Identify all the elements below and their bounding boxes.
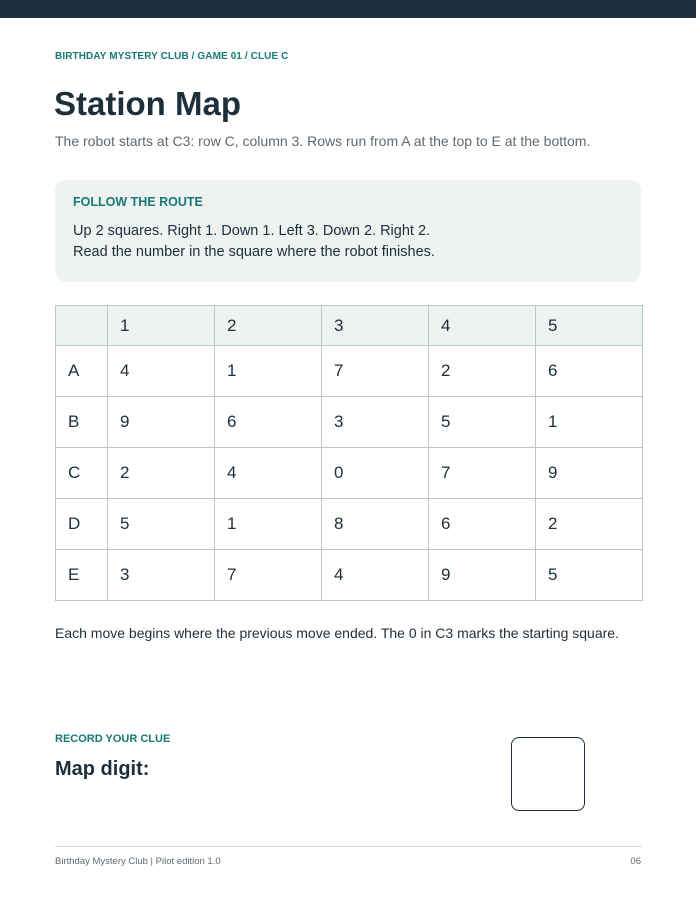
grid-cell: 1 bbox=[215, 499, 322, 550]
row-label: A bbox=[56, 346, 108, 397]
map-digit-label: Map digit: bbox=[55, 758, 150, 780]
grid-row bbox=[56, 550, 643, 601]
grid-cell: 4 bbox=[108, 346, 215, 397]
page-number: 06 bbox=[630, 856, 641, 867]
grid-cell: 1 bbox=[536, 397, 643, 448]
station-map-grid bbox=[55, 305, 643, 601]
grid-cell: 7 bbox=[429, 448, 536, 499]
column-header: 4 bbox=[429, 306, 536, 346]
page-subtitle: The robot starts at C3: row C, column 3. Rows run from A at the top to E at the bottom. bbox=[55, 133, 591, 149]
grid-cell: 2 bbox=[429, 346, 536, 397]
row-label: B bbox=[56, 397, 108, 448]
row-label: C bbox=[56, 448, 108, 499]
grid-corner-cell bbox=[56, 306, 108, 346]
grid-cell: 3 bbox=[322, 397, 429, 448]
grid-cell: 5 bbox=[536, 550, 643, 601]
grid-cell: 5 bbox=[429, 397, 536, 448]
grid-cell: 3 bbox=[108, 550, 215, 601]
grid-row bbox=[56, 448, 643, 499]
map-note: Each move begins where the previous move ended. The 0 in C3 marks the starting square. bbox=[55, 625, 619, 641]
grid-cell-start: 0 bbox=[322, 448, 429, 499]
map-digit-answer-box[interactable] bbox=[511, 737, 585, 811]
column-header: 1 bbox=[108, 306, 215, 346]
top-bar bbox=[0, 0, 696, 18]
record-heading: RECORD YOUR CLUE bbox=[55, 733, 171, 745]
grid-cell: 9 bbox=[536, 448, 643, 499]
grid-cell: 7 bbox=[215, 550, 322, 601]
grid-cell: 5 bbox=[108, 499, 215, 550]
grid-cell: 7 bbox=[322, 346, 429, 397]
breadcrumb: BIRTHDAY MYSTERY CLUB / GAME 01 / CLUE C bbox=[55, 51, 289, 62]
row-label: D bbox=[56, 499, 108, 550]
grid-cell: 4 bbox=[215, 448, 322, 499]
route-instructions-panel bbox=[55, 180, 641, 282]
column-header: 3 bbox=[322, 306, 429, 346]
column-header: 2 bbox=[215, 306, 322, 346]
footer-edition: Birthday Mystery Club | Pilot edition 1.0 bbox=[55, 856, 221, 867]
grid-cell: 2 bbox=[108, 448, 215, 499]
grid-cell: 9 bbox=[108, 397, 215, 448]
grid-header-row bbox=[56, 306, 643, 346]
grid-cell: 8 bbox=[322, 499, 429, 550]
grid-row bbox=[56, 499, 643, 550]
route-steps: Up 2 squares. Right 1. Down 1. Left 3. Down 2. Right 2. bbox=[73, 223, 431, 239]
page-title: Station Map bbox=[54, 85, 241, 122]
grid-cell: 6 bbox=[215, 397, 322, 448]
column-header: 5 bbox=[536, 306, 643, 346]
footer-divider bbox=[55, 846, 642, 847]
grid-cell: 6 bbox=[429, 499, 536, 550]
grid-row bbox=[56, 397, 643, 448]
route-heading: FOLLOW THE ROUTE bbox=[73, 195, 203, 209]
grid-row bbox=[56, 346, 643, 397]
grid-cell: 4 bbox=[322, 550, 429, 601]
row-label: E bbox=[56, 550, 108, 601]
grid-cell: 9 bbox=[429, 550, 536, 601]
grid-cell: 6 bbox=[536, 346, 643, 397]
grid-cell: 1 bbox=[215, 346, 322, 397]
grid-cell: 2 bbox=[536, 499, 643, 550]
route-instruction-read: Read the number in the square where the robot finishes. bbox=[73, 244, 435, 260]
